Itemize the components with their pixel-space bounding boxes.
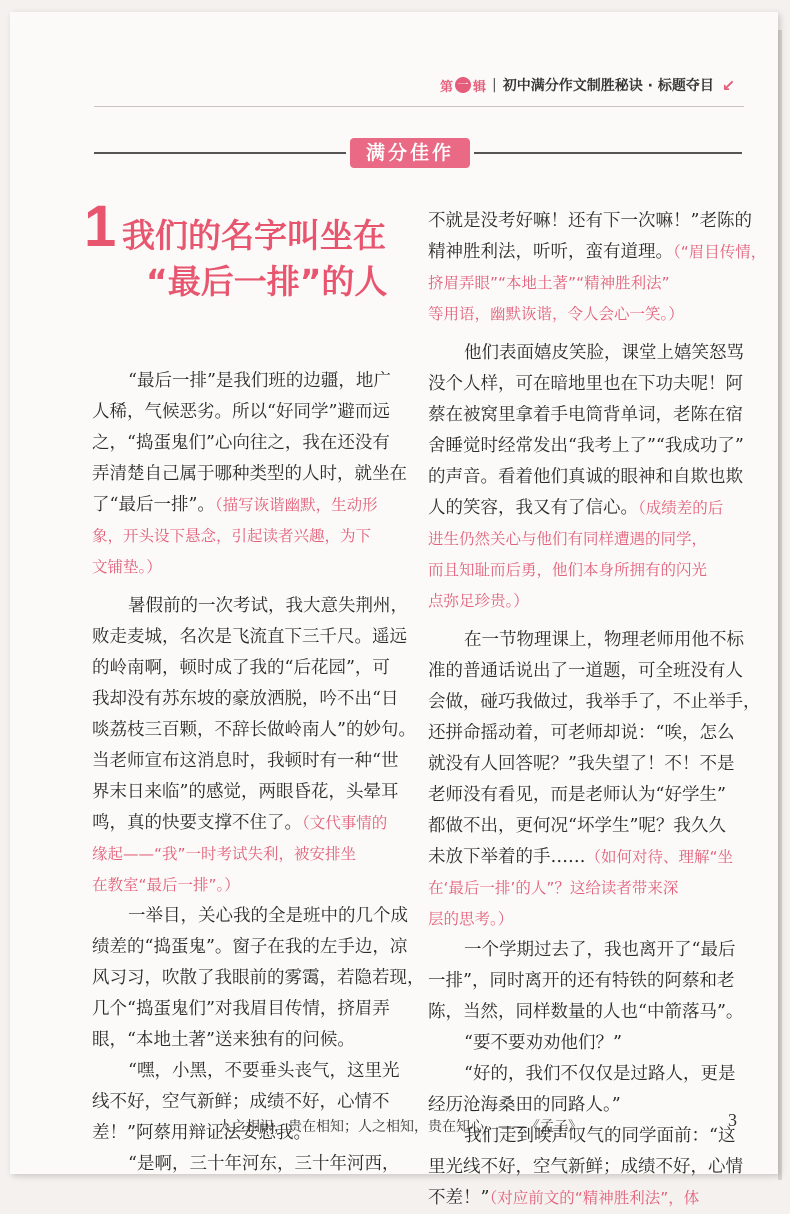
header-separator: |	[492, 77, 497, 93]
annotation-note: （如何对待、理解“坐	[585, 848, 734, 866]
section-rule-left	[94, 152, 346, 154]
annotation-note: （文代事情的	[302, 814, 388, 832]
text-line	[92, 870, 392, 901]
body-text: 鸣，真的快要支撑不住了。	[92, 813, 302, 833]
text-line	[92, 591, 408, 622]
text-line	[92, 746, 399, 777]
text-line	[428, 400, 746, 431]
body-text: 还拼命摇动着，可老师却说：“唉，怎么	[428, 723, 735, 743]
annotation-note: 而且知耻而后勇，他们本身所拥有的闪光	[428, 561, 708, 579]
text-line	[428, 299, 746, 330]
text-line	[92, 715, 416, 746]
body-text: 一排”，同时离开的还有特铁的阿蔡和老	[428, 971, 735, 991]
text-line	[428, 268, 746, 299]
body-text: 几个“捣蛋鬼们”对我眉目传情，挤眉弄	[92, 999, 390, 1019]
page-shadow	[778, 30, 782, 1180]
body-text: 舍睡觉时经常发出“我考上了”“我成功了”	[428, 436, 744, 456]
body-text: 经历沧海桑田的同路人。”	[428, 1095, 621, 1115]
body-text: 里光线不好，空气新鲜；成绩不好，心情	[428, 1157, 743, 1177]
right-column	[428, 206, 767, 1214]
annotation-note: 等用语，幽默诙谐，令人会心一笑。）	[428, 305, 684, 323]
text-line	[428, 237, 767, 268]
body-text: 就没有人回答呢？”我失望了！不！不是	[428, 754, 735, 774]
text-line	[428, 811, 746, 842]
body-text: 暑假前的一次考试，我大意失荆州，	[128, 596, 408, 616]
text-line	[428, 656, 746, 687]
body-text: “要不要劝劝他们？”	[464, 1033, 622, 1053]
article-title-line1: 我们的名字叫坐在	[122, 216, 386, 255]
arrow-down-left-icon: ↙	[721, 75, 736, 95]
text-line	[428, 935, 746, 966]
annotation-note: 挤眉弄眼”“本地土著”“精神胜利法”	[428, 274, 670, 292]
text-line	[92, 1056, 400, 1087]
body-text: 都做不出，更何况“坏学生”呢？我久久	[428, 816, 726, 836]
text-line	[92, 366, 392, 397]
body-text: 人的笑容，我又有了信心。	[428, 498, 638, 518]
text-line	[428, 369, 746, 400]
paragraph-gap	[428, 617, 746, 625]
text-line	[428, 1059, 746, 1090]
text-line	[92, 1025, 392, 1056]
text-line	[428, 749, 746, 780]
text-line	[92, 428, 392, 459]
text-line	[428, 206, 752, 237]
text-line	[428, 842, 746, 873]
text-line	[428, 1183, 746, 1214]
annotation-note: 在教室“最后一排”。）	[92, 876, 240, 894]
text-line	[428, 493, 746, 524]
text-line	[428, 338, 746, 369]
footer-quote: 人之相识，贵在相知；人之相知，贵在知心。——《孟子》	[218, 1119, 582, 1135]
annotation-note: 进生仍然关心与他们有同样遭遇的同学，	[428, 530, 708, 548]
article-title-line2: “最后一排”的人	[146, 262, 388, 301]
body-text: 在一节物理课上，物理老师用他不标	[464, 630, 744, 650]
body-text: 准的普通话说出了一道题，可全班没有人	[428, 661, 743, 681]
text-line	[92, 1149, 400, 1180]
text-line	[92, 1087, 392, 1118]
text-line	[92, 777, 399, 808]
text-line	[428, 687, 761, 718]
paragraph-gap	[428, 330, 746, 338]
text-line	[92, 994, 392, 1025]
text-line	[92, 963, 425, 994]
text-line	[428, 966, 746, 997]
page-number: 3	[728, 1110, 737, 1130]
body-text: 的声音。看着他们真诚的眼神和自欺也欺	[428, 467, 743, 487]
text-line	[428, 431, 746, 462]
volume-label-b: 辑	[473, 79, 487, 95]
body-text: 败走麦城，名次是飞流直下三千尺。遥远	[92, 627, 407, 647]
annotation-note: 象，开头设下悬念，引起读者兴趣，为下	[92, 527, 372, 545]
annotation-note: 点弥足珍贵。）	[428, 592, 529, 610]
text-line	[92, 622, 407, 653]
body-text: “是啊，三十年河东，三十年河西，	[128, 1154, 400, 1174]
annotation-note: 缘起——“我”一时考试失利，被安排坐	[92, 845, 357, 863]
body-text: 当老师宣布这消息时，我顿时有一种“世	[92, 751, 399, 771]
body-text: 蔡在被窝里拿着手电筒背单词，老陈在宿	[428, 405, 743, 425]
body-text: 我却没有苏东坡的豪放洒脱，吟不出“日	[92, 689, 399, 709]
body-text: 啖荔枝三百颗，不辞长做岭南人”的妙句。	[92, 720, 416, 740]
paragraph-gap	[92, 583, 392, 591]
text-line	[428, 1028, 746, 1059]
header-rule	[94, 106, 744, 107]
body-text: 线不好，空气新鲜；成绩不好，心情不	[92, 1092, 390, 1112]
body-text: 陈，当然，同样数量的人也“中箭落马”。	[428, 1002, 744, 1022]
text-line	[428, 780, 746, 811]
volume-number: 一	[455, 77, 471, 93]
body-text: 一举目，关心我的全是班中的几个成	[128, 906, 408, 926]
text-line	[428, 997, 746, 1028]
body-text: 之，“捣蛋鬼们”心向往之，我在还没有	[92, 433, 390, 453]
annotation-note: 文铺垫。）	[92, 558, 162, 576]
text-line	[428, 586, 746, 617]
annotation-note: （描写诙谐幽默，生动形	[214, 496, 378, 514]
body-text: “嘿，小黑，不要垂头丧气，这里光	[128, 1061, 400, 1081]
body-text: 风习习，吹散了我眼前的雾霭，若隐若现，	[92, 968, 425, 988]
text-line	[92, 552, 392, 583]
body-text: 不就是没考好嘛！还有下一次嘛！”老陈的	[428, 211, 752, 231]
annotation-note: 层的思考。）	[428, 910, 514, 928]
text-line	[92, 490, 392, 521]
body-text: 弄清楚自己属于哪种类型的人时，就坐在	[92, 464, 407, 484]
text-line	[92, 653, 392, 684]
body-text: 没个人样，可在暗地里也在下功夫呢！阿	[428, 374, 743, 394]
volume-label-a: 第	[440, 79, 454, 95]
text-line	[92, 459, 407, 490]
text-line	[92, 839, 392, 870]
body-text: 精神胜利法，听听，蛮有道理。	[428, 242, 673, 262]
text-line	[92, 684, 399, 715]
header-title: 初中满分作文制胜秘诀 · 标题夺目	[502, 78, 714, 94]
article-number: 1	[84, 194, 117, 259]
body-text: 未放下举着的手……	[428, 847, 586, 867]
body-text: 差！”阿蔡用辩证法安慰我。	[92, 1123, 311, 1143]
section-banner: 满分佳作	[350, 138, 470, 168]
text-line	[428, 555, 746, 586]
body-text: 他们表面嬉皮笑脸，课堂上嬉笑怒骂	[464, 343, 744, 363]
body-text: 会做，碰巧我做过，我举手了，不止举手，	[428, 692, 761, 712]
body-text: 我们走到唉声叹气的同学面前：“这	[464, 1126, 736, 1146]
body-text: 人稀，气候恶劣。所以“好同学”避而远	[92, 402, 390, 422]
section-rule-right	[474, 152, 742, 154]
text-line	[428, 524, 746, 555]
text-line	[92, 901, 408, 932]
body-text: 的岭南啊，顿时成了我的“后花园”，可	[92, 658, 390, 678]
text-line	[92, 397, 392, 428]
body-text: 一个学期过去了，我也离开了“最后	[464, 940, 736, 960]
text-line	[92, 521, 392, 552]
annotation-note: 在‘最后一排’的人”？这给读者带来深	[428, 879, 679, 897]
annotation-note: （成绩差的后	[638, 499, 724, 517]
text-line	[92, 932, 408, 963]
text-line	[428, 718, 746, 749]
text-line	[428, 625, 746, 656]
body-text: 眼，“本地土著”送来独有的问候。	[92, 1030, 355, 1050]
body-text: 不差！”	[428, 1188, 490, 1208]
text-line	[92, 808, 392, 839]
body-text: 界末日来临”的感觉，两眼昏花，头晕耳	[92, 782, 399, 802]
running-header	[440, 74, 735, 96]
body-text: 老师没有看见，而是老师认为“好学生”	[428, 785, 726, 805]
text-line	[428, 904, 746, 935]
body-text: 了“最后一排”。	[92, 495, 215, 515]
annotation-note: （对应前文的“精神胜利法”，体	[489, 1189, 700, 1207]
annotation-note: （“眉目传情，	[673, 243, 767, 261]
body-text: “最后一排”是我们班的边疆，地广	[128, 371, 391, 391]
text-line	[428, 1152, 746, 1183]
body-text: “好的，我们不仅仅是过路人，更是	[464, 1064, 736, 1084]
body-text: 绩差的“捣蛋鬼”。窗子在我的左手边，凉	[92, 937, 408, 957]
text-line	[428, 462, 746, 493]
text-line	[428, 873, 746, 904]
